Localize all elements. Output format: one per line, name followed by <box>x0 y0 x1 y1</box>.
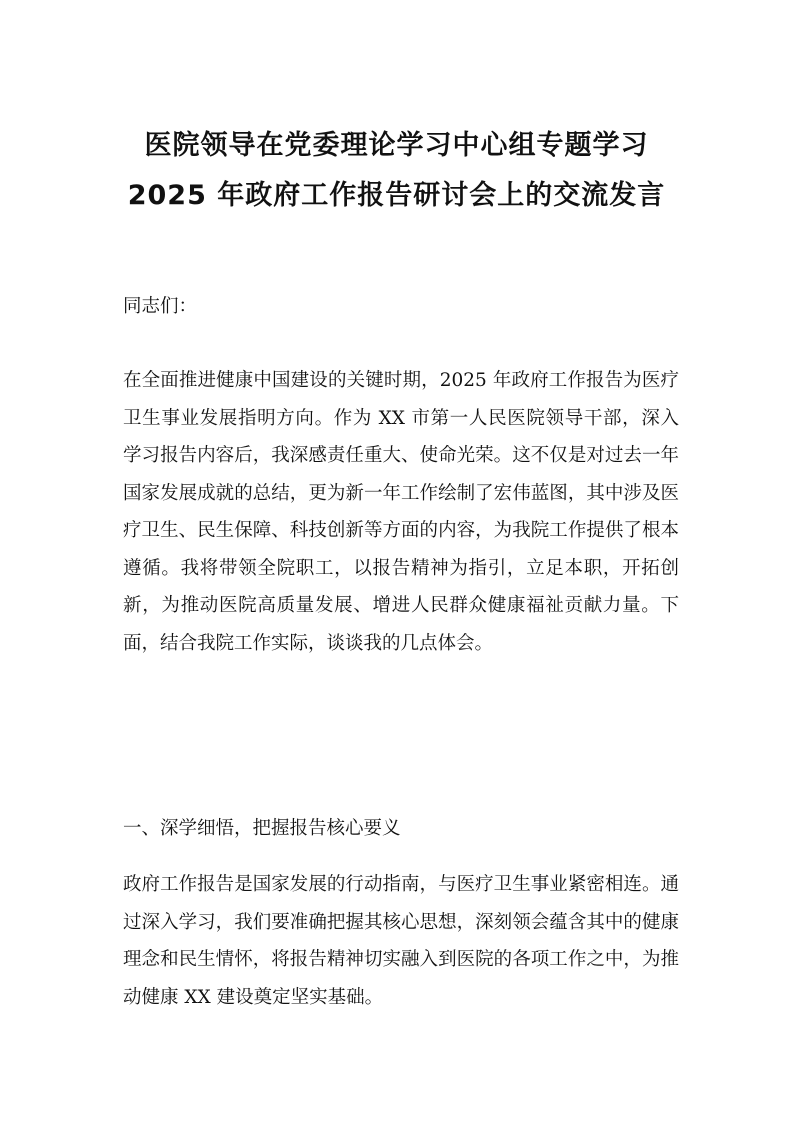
paragraph-intro: 在全面推进健康中国建设的关键时期，2025 年政府工作报告为医疗卫生事业发展指明方向。作为 XX 市第一人民医院领导干部，深入学习报告内容后，我深感责任重大、使命光荣。这不仅是对过去一年国家发展成就的总结，更为新一年工作绘制了宏伟蓝图，其中涉及医疗卫生、民生保障、科技创新等方面的内容，为我院工作提供了根本遵循。我将带领全院职工，以报告精神为指引，立足本职，开拓创新，为推动医院高质量发展、增进人民群众健康福祉贡献力量。下面，结合我院工作实际，谈谈我的几点体会。 <box>123 370 679 654</box>
document-title-line-2: 2025 年政府工作报告研讨会上的交流发言 <box>127 180 666 211</box>
document-title-line-1: 医院领导在党委理论学习中心组专题学习 <box>144 130 649 161</box>
section-heading-1: 一、深学细悟，把握报告核心要义 <box>123 818 401 839</box>
paragraph-section-1: 政府工作报告是国家发展的行动指南，与医疗卫生事业紧密相连。通过深入学习，我们要准确把握其核心思想，深刻领会蕴含其中的健康理念和民生情怀，将报告精神切实融入到医院的各项工作之中，为推动健康 XX 建设奠定坚实基础。 <box>123 874 679 1008</box>
salutation: 同志们： <box>123 296 198 317</box>
